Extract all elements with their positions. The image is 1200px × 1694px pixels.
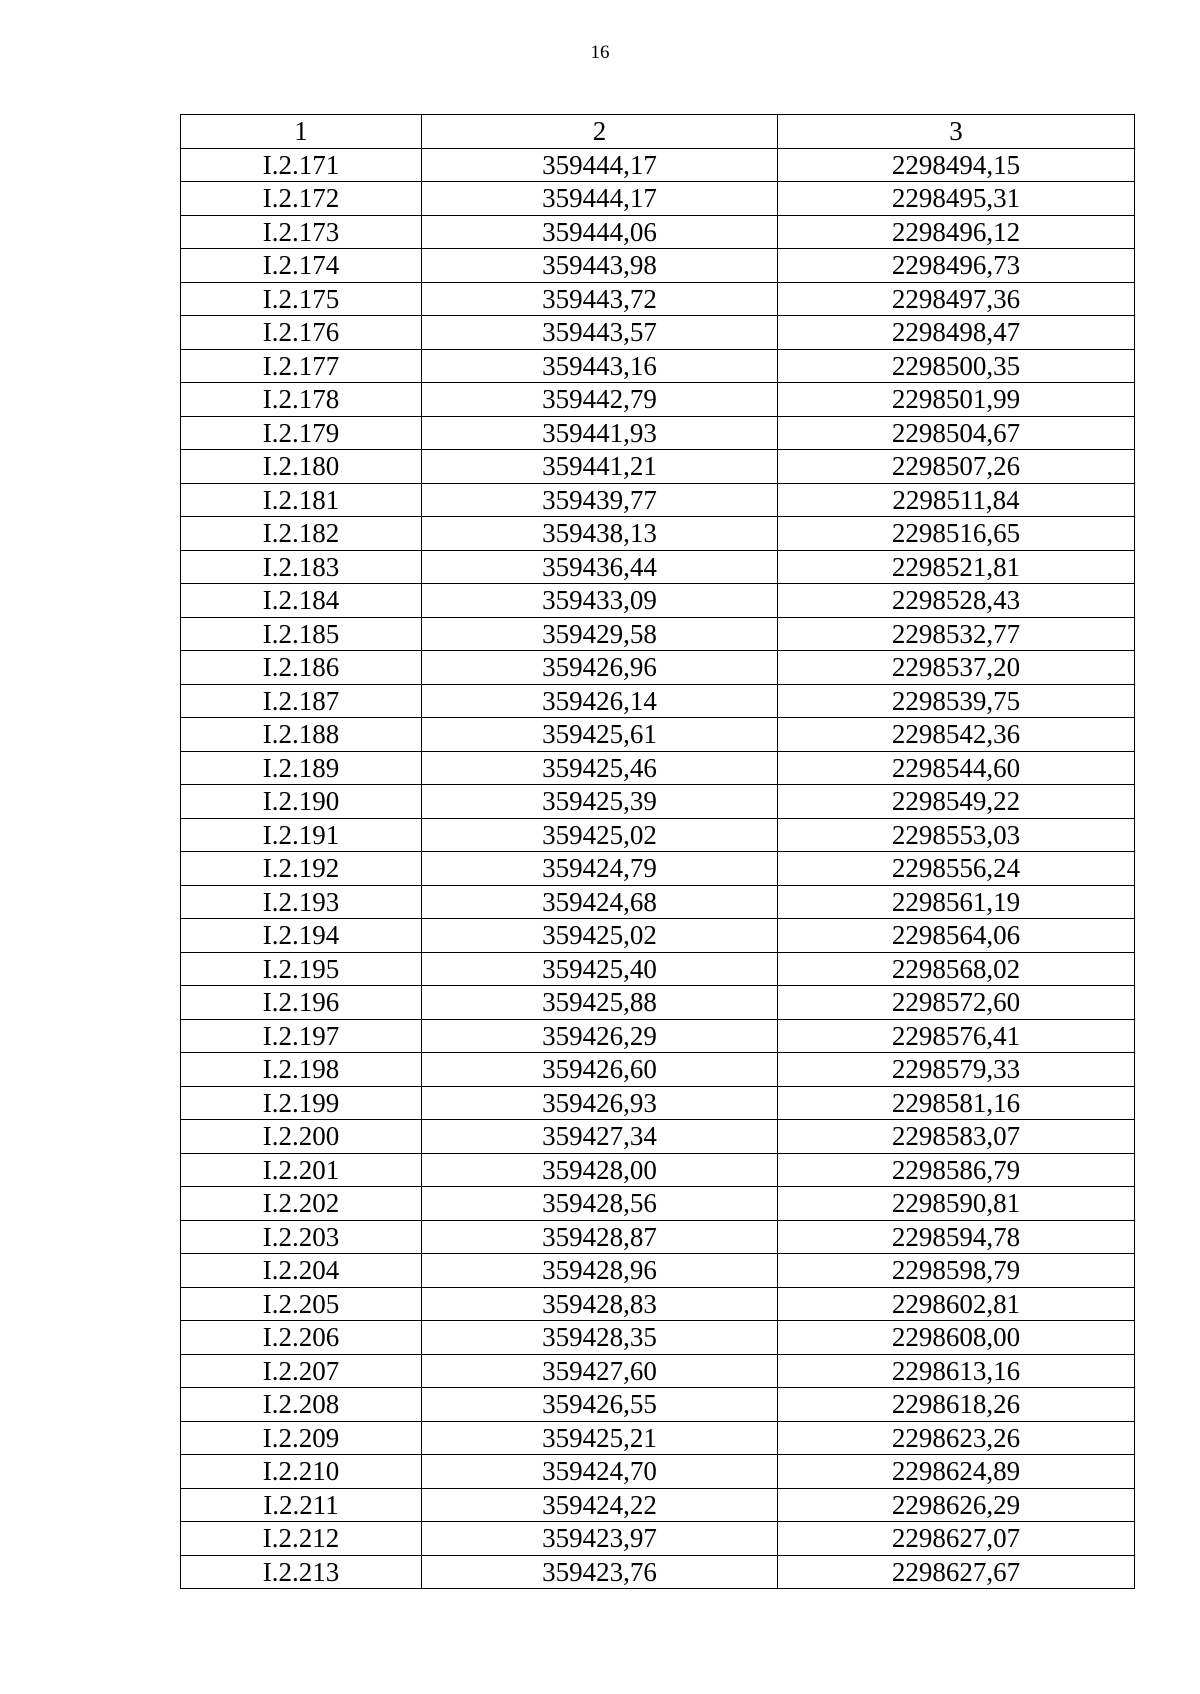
- x-coordinate-cell: 359425,02: [422, 919, 778, 953]
- y-coordinate-cell: 2298581,16: [778, 1086, 1135, 1120]
- coordinates-table: [180, 114, 1135, 1589]
- point-id-cell: I.2.206: [181, 1321, 422, 1355]
- point-id-cell: I.2.172: [181, 182, 422, 216]
- y-coordinate-cell: 2298626,29: [778, 1488, 1135, 1522]
- table-row: [181, 1120, 1135, 1154]
- y-coordinate-cell: 2298497,36: [778, 282, 1135, 316]
- point-id-cell: I.2.188: [181, 718, 422, 752]
- y-coordinate-cell: 2298521,81: [778, 550, 1135, 584]
- table-row: [181, 584, 1135, 618]
- x-coordinate-cell: 359426,96: [422, 651, 778, 685]
- x-coordinate-cell: 359444,17: [422, 148, 778, 182]
- y-coordinate-cell: 2298608,00: [778, 1321, 1135, 1355]
- y-coordinate-cell: 2298507,26: [778, 450, 1135, 484]
- y-coordinate-cell: 2298572,60: [778, 986, 1135, 1020]
- point-id-cell: I.2.175: [181, 282, 422, 316]
- table-row: [181, 349, 1135, 383]
- x-coordinate-cell: 359429,58: [422, 617, 778, 651]
- x-coordinate-cell: 359428,96: [422, 1254, 778, 1288]
- table-row: [181, 416, 1135, 450]
- x-coordinate-cell: 359426,93: [422, 1086, 778, 1120]
- y-coordinate-cell: 2298627,07: [778, 1522, 1135, 1556]
- y-coordinate-cell: 2298496,73: [778, 249, 1135, 283]
- point-id-cell: I.2.201: [181, 1153, 422, 1187]
- table-row: [181, 617, 1135, 651]
- x-coordinate-cell: 359424,79: [422, 852, 778, 886]
- x-coordinate-cell: 359425,02: [422, 818, 778, 852]
- table-row: [181, 684, 1135, 718]
- point-id-cell: I.2.174: [181, 249, 422, 283]
- table-row: [181, 986, 1135, 1020]
- y-coordinate-cell: 2298583,07: [778, 1120, 1135, 1154]
- header-cell-3: 3: [778, 115, 1135, 149]
- table-row: [181, 383, 1135, 417]
- table-row: [181, 885, 1135, 919]
- y-coordinate-cell: 2298561,19: [778, 885, 1135, 919]
- y-coordinate-cell: 2298549,22: [778, 785, 1135, 819]
- point-id-cell: I.2.210: [181, 1455, 422, 1489]
- y-coordinate-cell: 2298544,60: [778, 751, 1135, 785]
- table-row: [181, 148, 1135, 182]
- point-id-cell: I.2.178: [181, 383, 422, 417]
- x-coordinate-cell: 359425,61: [422, 718, 778, 752]
- table-row: [181, 818, 1135, 852]
- point-id-cell: I.2.189: [181, 751, 422, 785]
- point-id-cell: I.2.182: [181, 517, 422, 551]
- table-row: [181, 1388, 1135, 1422]
- y-coordinate-cell: 2298602,81: [778, 1287, 1135, 1321]
- point-id-cell: I.2.171: [181, 148, 422, 182]
- y-coordinate-cell: 2298553,03: [778, 818, 1135, 852]
- table-row: [181, 182, 1135, 216]
- x-coordinate-cell: 359428,83: [422, 1287, 778, 1321]
- y-coordinate-cell: 2298556,24: [778, 852, 1135, 886]
- y-coordinate-cell: 2298495,31: [778, 182, 1135, 216]
- y-coordinate-cell: 2298504,67: [778, 416, 1135, 450]
- x-coordinate-cell: 359426,14: [422, 684, 778, 718]
- point-id-cell: I.2.176: [181, 316, 422, 350]
- header-cell-2: 2: [422, 115, 778, 149]
- y-coordinate-cell: 2298539,75: [778, 684, 1135, 718]
- point-id-cell: I.2.197: [181, 1019, 422, 1053]
- point-id-cell: I.2.187: [181, 684, 422, 718]
- x-coordinate-cell: 359439,77: [422, 483, 778, 517]
- header-cell-1: 1: [181, 115, 422, 149]
- point-id-cell: I.2.198: [181, 1053, 422, 1087]
- table-row: [181, 952, 1135, 986]
- point-id-cell: I.2.185: [181, 617, 422, 651]
- x-coordinate-cell: 359425,40: [422, 952, 778, 986]
- x-coordinate-cell: 359428,00: [422, 1153, 778, 1187]
- x-coordinate-cell: 359443,57: [422, 316, 778, 350]
- y-coordinate-cell: 2298618,26: [778, 1388, 1135, 1422]
- table-row: [181, 316, 1135, 350]
- x-coordinate-cell: 359438,13: [422, 517, 778, 551]
- y-coordinate-cell: 2298494,15: [778, 148, 1135, 182]
- x-coordinate-cell: 359427,60: [422, 1354, 778, 1388]
- y-coordinate-cell: 2298586,79: [778, 1153, 1135, 1187]
- table-row: [181, 450, 1135, 484]
- table-row: [181, 852, 1135, 886]
- x-coordinate-cell: 359426,60: [422, 1053, 778, 1087]
- table-row: [181, 651, 1135, 685]
- x-coordinate-cell: 359433,09: [422, 584, 778, 618]
- y-coordinate-cell: 2298528,43: [778, 584, 1135, 618]
- point-id-cell: I.2.212: [181, 1522, 422, 1556]
- y-coordinate-cell: 2298498,47: [778, 316, 1135, 350]
- point-id-cell: I.2.194: [181, 919, 422, 953]
- x-coordinate-cell: 359424,70: [422, 1455, 778, 1489]
- point-id-cell: I.2.213: [181, 1555, 422, 1589]
- point-id-cell: I.2.209: [181, 1421, 422, 1455]
- point-id-cell: I.2.192: [181, 852, 422, 886]
- x-coordinate-cell: 359425,21: [422, 1421, 778, 1455]
- point-id-cell: I.2.202: [181, 1187, 422, 1221]
- table-body: [181, 148, 1135, 1589]
- x-coordinate-cell: 359425,39: [422, 785, 778, 819]
- point-id-cell: I.2.207: [181, 1354, 422, 1388]
- table-row: [181, 1153, 1135, 1187]
- x-coordinate-cell: 359423,76: [422, 1555, 778, 1589]
- y-coordinate-cell: 2298564,06: [778, 919, 1135, 953]
- x-coordinate-cell: 359427,34: [422, 1120, 778, 1154]
- x-coordinate-cell: 359428,35: [422, 1321, 778, 1355]
- x-coordinate-cell: 359426,29: [422, 1019, 778, 1053]
- table-row: [181, 1488, 1135, 1522]
- y-coordinate-cell: 2298590,81: [778, 1187, 1135, 1221]
- point-id-cell: I.2.190: [181, 785, 422, 819]
- y-coordinate-cell: 2298516,65: [778, 517, 1135, 551]
- point-id-cell: I.2.208: [181, 1388, 422, 1422]
- y-coordinate-cell: 2298511,84: [778, 483, 1135, 517]
- table-row: [181, 517, 1135, 551]
- x-coordinate-cell: 359443,16: [422, 349, 778, 383]
- point-id-cell: I.2.179: [181, 416, 422, 450]
- header-row: [181, 115, 1135, 149]
- table-row: [181, 718, 1135, 752]
- x-coordinate-cell: 359441,21: [422, 450, 778, 484]
- point-id-cell: I.2.191: [181, 818, 422, 852]
- y-coordinate-cell: 2298501,99: [778, 383, 1135, 417]
- table-row: [181, 785, 1135, 819]
- table-row: [181, 1086, 1135, 1120]
- table-row: [181, 1220, 1135, 1254]
- x-coordinate-cell: 359424,68: [422, 885, 778, 919]
- x-coordinate-cell: 359442,79: [422, 383, 778, 417]
- x-coordinate-cell: 359425,46: [422, 751, 778, 785]
- table-row: [181, 1254, 1135, 1288]
- table-row: [181, 550, 1135, 584]
- point-id-cell: I.2.195: [181, 952, 422, 986]
- point-id-cell: I.2.177: [181, 349, 422, 383]
- table-row: [181, 919, 1135, 953]
- point-id-cell: I.2.183: [181, 550, 422, 584]
- table-row: [181, 1187, 1135, 1221]
- y-coordinate-cell: 2298532,77: [778, 617, 1135, 651]
- point-id-cell: I.2.199: [181, 1086, 422, 1120]
- x-coordinate-cell: 359428,56: [422, 1187, 778, 1221]
- x-coordinate-cell: 359444,17: [422, 182, 778, 216]
- table-row: [181, 1522, 1135, 1556]
- x-coordinate-cell: 359426,55: [422, 1388, 778, 1422]
- point-id-cell: I.2.205: [181, 1287, 422, 1321]
- x-coordinate-cell: 359436,44: [422, 550, 778, 584]
- point-id-cell: I.2.211: [181, 1488, 422, 1522]
- table-row: [181, 1053, 1135, 1087]
- y-coordinate-cell: 2298568,02: [778, 952, 1135, 986]
- y-coordinate-cell: 2298500,35: [778, 349, 1135, 383]
- x-coordinate-cell: 359443,98: [422, 249, 778, 283]
- point-id-cell: I.2.200: [181, 1120, 422, 1154]
- table-row: [181, 483, 1135, 517]
- y-coordinate-cell: 2298579,33: [778, 1053, 1135, 1087]
- point-id-cell: I.2.173: [181, 215, 422, 249]
- table-row: [181, 215, 1135, 249]
- point-id-cell: I.2.186: [181, 651, 422, 685]
- page-number: 16: [590, 42, 610, 63]
- table-row: [181, 249, 1135, 283]
- x-coordinate-cell: 359441,93: [422, 416, 778, 450]
- y-coordinate-cell: 2298594,78: [778, 1220, 1135, 1254]
- table-row: [181, 1019, 1135, 1053]
- y-coordinate-cell: 2298624,89: [778, 1455, 1135, 1489]
- point-id-cell: I.2.203: [181, 1220, 422, 1254]
- point-id-cell: I.2.204: [181, 1254, 422, 1288]
- point-id-cell: I.2.193: [181, 885, 422, 919]
- y-coordinate-cell: 2298496,12: [778, 215, 1135, 249]
- table-row: [181, 1455, 1135, 1489]
- x-coordinate-cell: 359428,87: [422, 1220, 778, 1254]
- x-coordinate-cell: 359423,97: [422, 1522, 778, 1556]
- x-coordinate-cell: 359443,72: [422, 282, 778, 316]
- point-id-cell: I.2.181: [181, 483, 422, 517]
- y-coordinate-cell: 2298576,41: [778, 1019, 1135, 1053]
- y-coordinate-cell: 2298613,16: [778, 1354, 1135, 1388]
- x-coordinate-cell: 359425,88: [422, 986, 778, 1020]
- table-row: [181, 751, 1135, 785]
- x-coordinate-cell: 359444,06: [422, 215, 778, 249]
- y-coordinate-cell: 2298623,26: [778, 1421, 1135, 1455]
- table-row: [181, 1321, 1135, 1355]
- table-row: [181, 1555, 1135, 1589]
- table-row: [181, 282, 1135, 316]
- point-id-cell: I.2.184: [181, 584, 422, 618]
- table-row: [181, 1354, 1135, 1388]
- table-row: [181, 1421, 1135, 1455]
- point-id-cell: I.2.196: [181, 986, 422, 1020]
- point-id-cell: I.2.180: [181, 450, 422, 484]
- table-row: [181, 1287, 1135, 1321]
- y-coordinate-cell: 2298598,79: [778, 1254, 1135, 1288]
- y-coordinate-cell: 2298627,67: [778, 1555, 1135, 1589]
- x-coordinate-cell: 359424,22: [422, 1488, 778, 1522]
- y-coordinate-cell: 2298542,36: [778, 718, 1135, 752]
- table-header: [181, 115, 1135, 149]
- y-coordinate-cell: 2298537,20: [778, 651, 1135, 685]
